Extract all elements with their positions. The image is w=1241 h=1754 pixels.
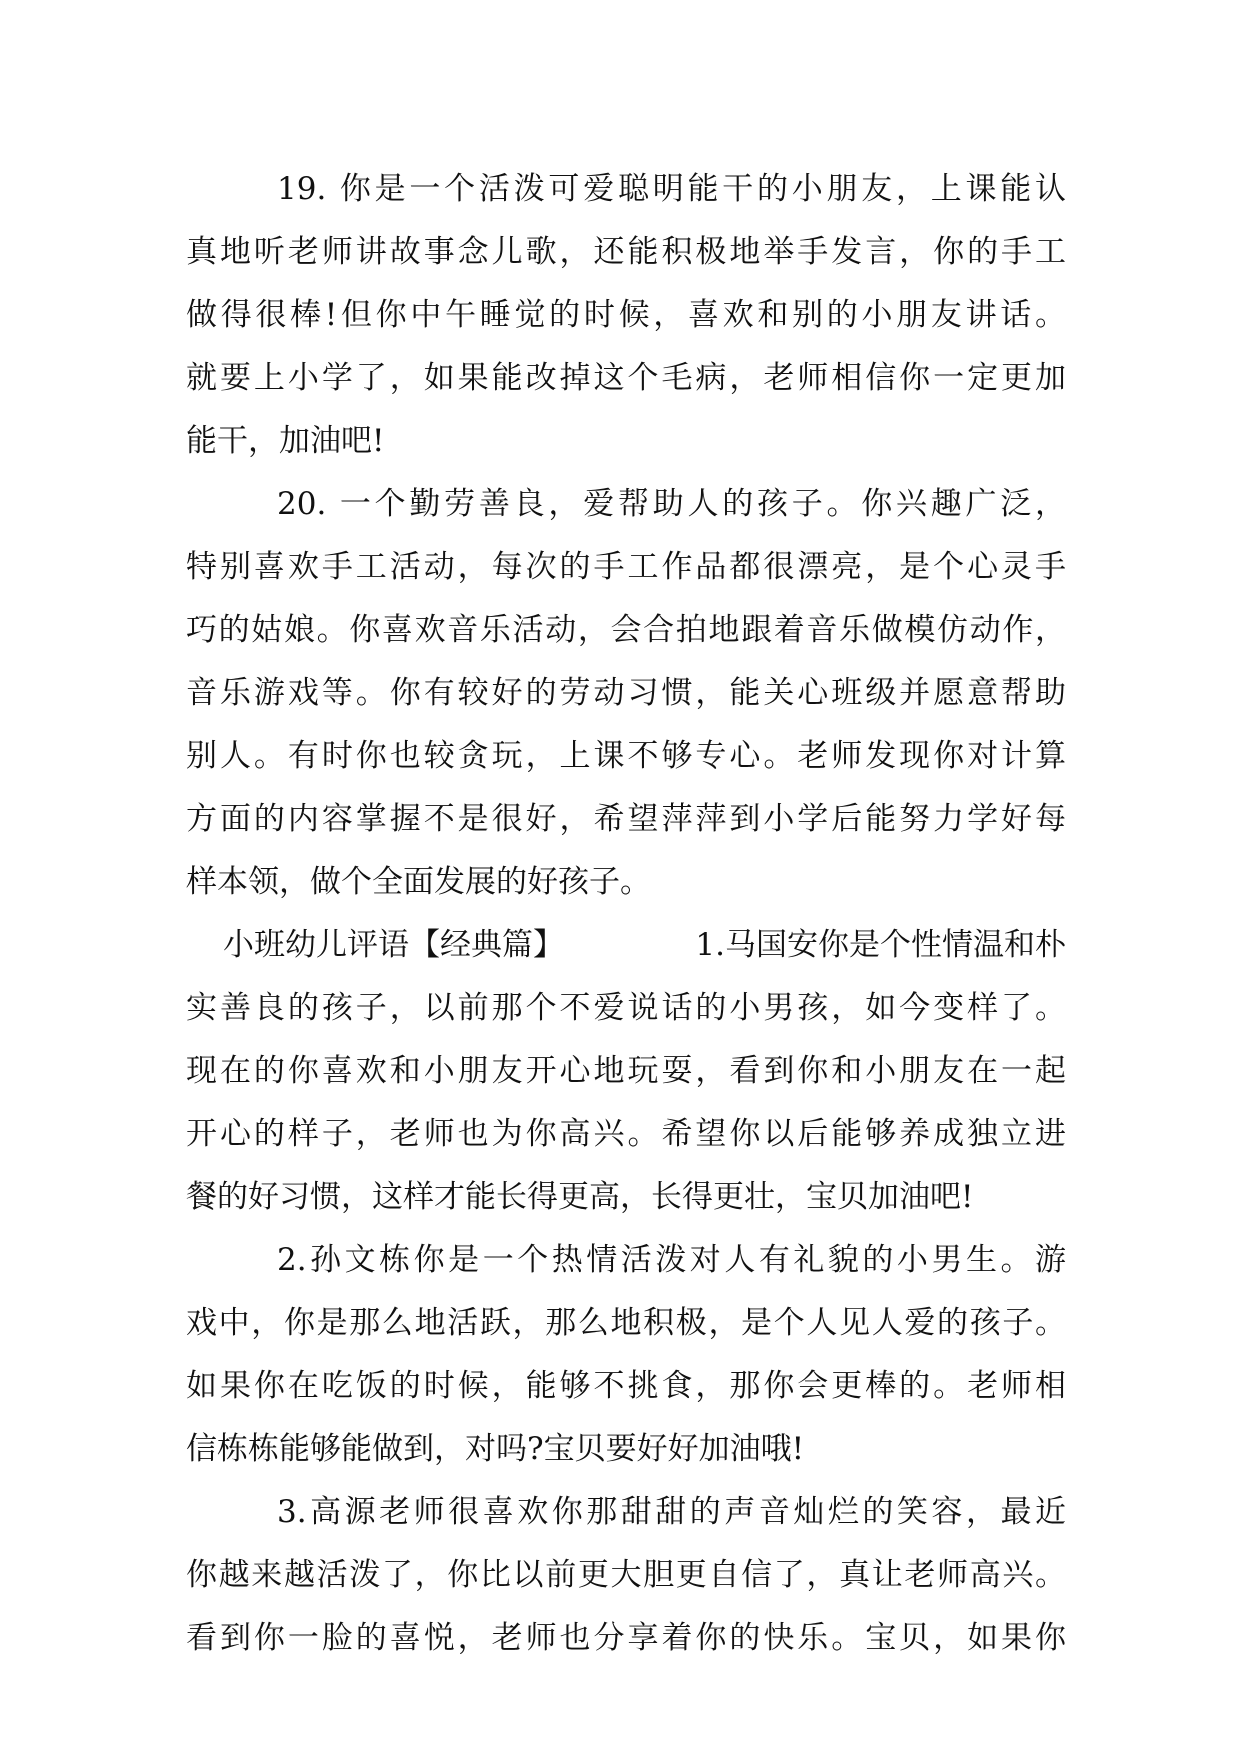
paragraph-19 — [186, 158, 1066, 473]
paragraph-line: 就要上小学了，如果能改掉这个毛病，老师相信你一定更加 — [186, 360, 1066, 396]
paragraph-20 — [186, 473, 1066, 914]
paragraph-line: 能干，加油吧! — [186, 423, 385, 459]
paragraph-line: 样本领，做个全面发展的好孩子。 — [186, 864, 651, 900]
paragraph-line: 别人。有时你也较贪玩，上课不够专心。老师发现你对计算 — [186, 738, 1066, 774]
comment-item-2 — [186, 1229, 1066, 1481]
paragraph-line: 方面的内容掌握不是很好，希望萍萍到小学后能努力学好每 — [186, 801, 1066, 837]
paragraph-line: 戏中，你是那么地活跃，那么地积极，是个人见人爱的孩子。 — [186, 1305, 1066, 1341]
paragraph-line: 如果你在吃饭的时候，能够不挑食，那你会更棒的。老师相 — [186, 1368, 1066, 1404]
paragraph-line: 现在的你喜欢和小朋友开心地玩耍，看到你和小朋友在一起 — [186, 1053, 1066, 1089]
section-small-class-comments — [186, 914, 1066, 1229]
paragraph-line: 真地听老师讲故事念儿歌，还能积极地举手发言，你的手工 — [186, 234, 1066, 270]
paragraph-line: 音乐游戏等。你有较好的劳动习惯，能关心班级并愿意帮助 — [186, 675, 1066, 711]
paragraph-line: 信栋栋能够能做到，对吗?宝贝要好好加油哦! — [186, 1431, 805, 1467]
paragraph-line: 20. 一个勤劳善良，爱帮助人的孩子。你兴趣广泛， — [277, 486, 1066, 522]
paragraph-line: 3.高源老师很喜欢你那甜甜的声音灿烂的笑容，最近 — [277, 1494, 1066, 1530]
comment-item-3 — [186, 1481, 1066, 1670]
paragraph-line: 2.孙文栋你是一个热情活泼对人有礼貌的小男生。游 — [277, 1242, 1066, 1278]
paragraph-line: 实善良的孩子，以前那个不爱说话的小男孩，如今变样了。 — [186, 990, 1066, 1026]
paragraph-line: 餐的好习惯，这样才能长得更高，长得更壮，宝贝加油吧! — [186, 1179, 974, 1215]
paragraph-line: 19. 你是一个活泼可爱聪明能干的小朋友，上课能认 — [277, 171, 1066, 207]
paragraph-line: 开心的样子，老师也为你高兴。希望你以后能够养成独立进 — [186, 1116, 1066, 1152]
paragraph-line: 做得很棒!但你中午睡觉的时候，喜欢和别的小朋友讲话。 — [186, 297, 1066, 333]
paragraph-line: 巧的姑娘。你喜欢音乐活动，会合拍地跟着音乐做模仿动作， — [186, 612, 1066, 648]
comment-item-1-start: 1.马国安你是个性情温和朴 — [695, 927, 1066, 963]
paragraph-line: 你越来越活泼了，你比以前更大胆更自信了，真让老师高兴。 — [186, 1557, 1066, 1593]
document-body — [186, 158, 1066, 1670]
section-heading-line — [186, 914, 1066, 977]
paragraph-line: 特别喜欢手工活动，每次的手工作品都很漂亮，是个心灵手 — [186, 549, 1066, 585]
paragraph-line: 看到你一脸的喜悦，老师也分享着你的快乐。宝贝，如果你 — [186, 1620, 1066, 1656]
section-heading: 小班幼儿评语【经典篇】 — [223, 927, 564, 963]
